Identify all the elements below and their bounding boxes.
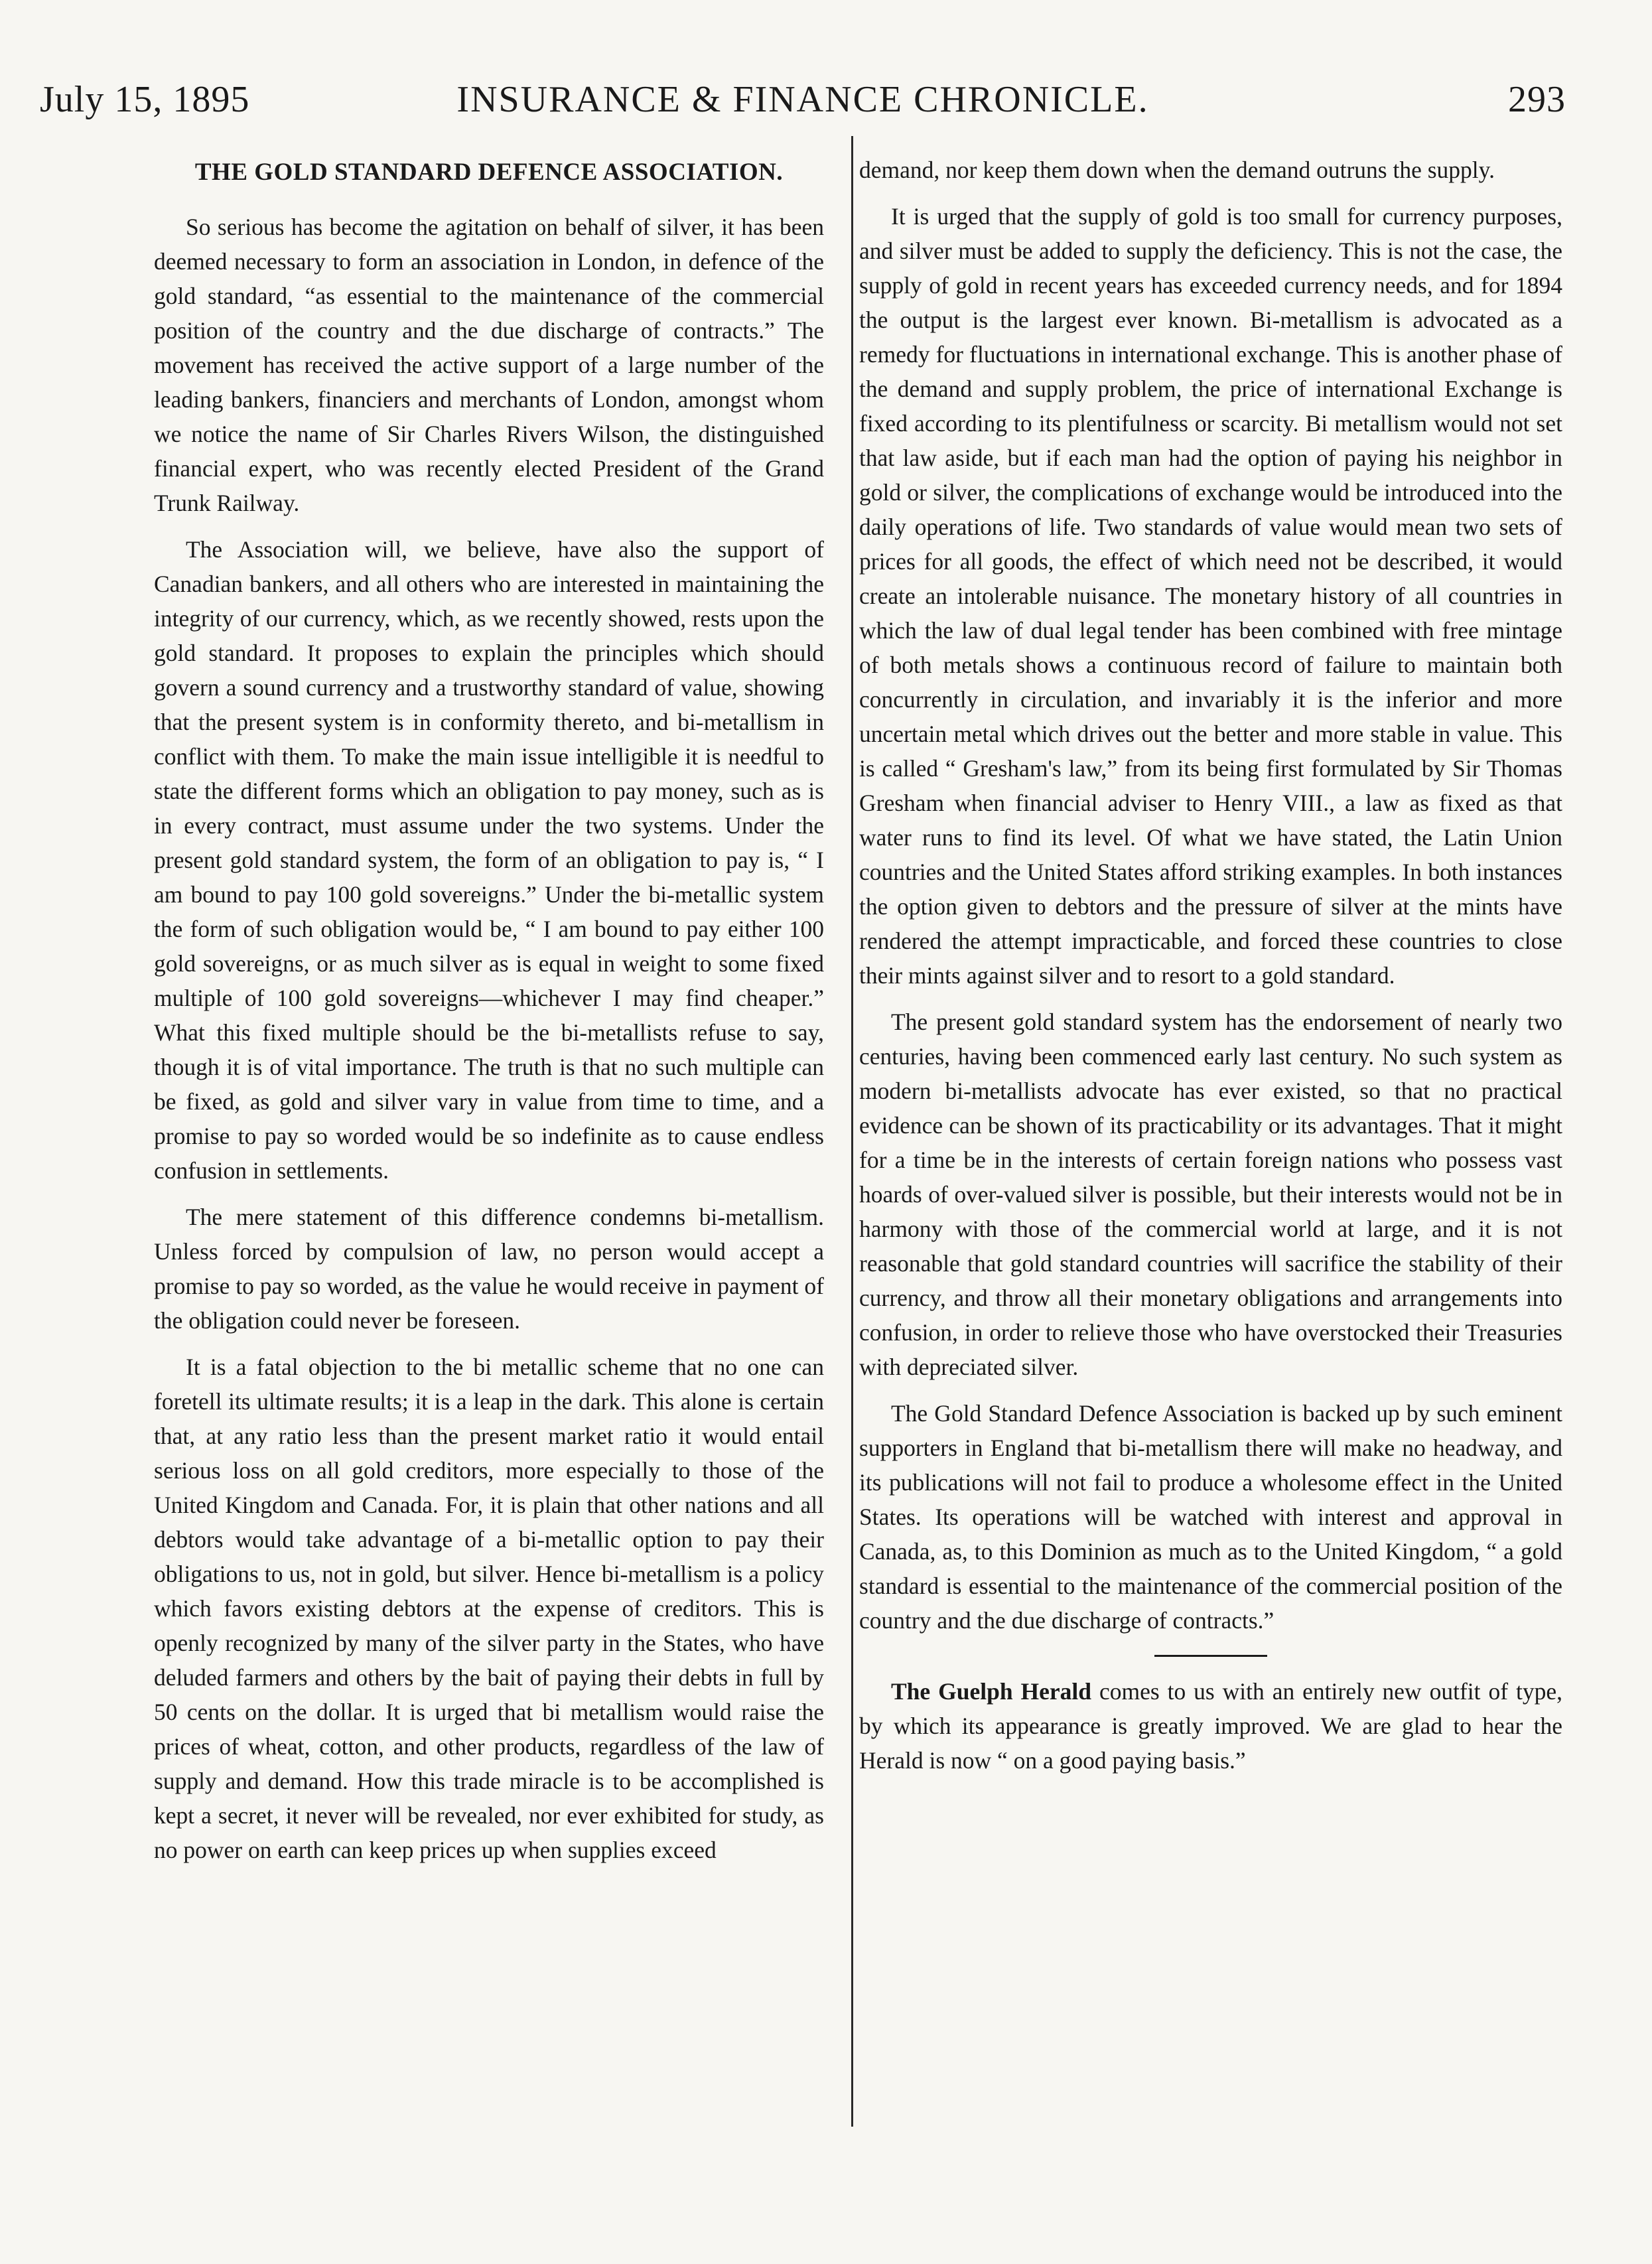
- page-header: [40, 78, 1566, 138]
- note-lead: The Guelph Herald: [891, 1678, 1092, 1705]
- section-divider: [1154, 1655, 1267, 1657]
- paragraph: The present gold standard system has the endorsement of nearly two centuries, having been commenced early last century. No such system as modern bi-metallists advocate has ever existed, so that no practical evidence can be shown of its practicability or its advantages. That it might for a time be in the interests of certain foreign nations who possess vast hoards of over-valued silver is possible, but their interests would not be in harmony with those of the commercial world at large, and it is not reasonable that gold standard countries will sacrifice the stability of their currency, and throw all their monetary obligations and arrangements into confusion, in order to relieve those who have overstocked their Treasuries with depreciated silver.: [859, 1009, 1562, 1380]
- paragraph: The Gold Standard Defence Association is backed up by such eminent supporters in England that bi-metallism there will make no headway, and its publications will not fail to produce a wholesome effect in the United States. Its operations will be watched with interest and approval in Canada, as, to this Dominion as much as to the United Kingdom, “ a gold standard is essential to the maintenance of the commercial position of the country and the due discharge of contracts.”: [859, 1400, 1562, 1634]
- page-number: 293: [1508, 79, 1566, 120]
- right-column: [859, 153, 1562, 1790]
- paragraph: So serious has become the agitation on behalf of silver, it has been deemed necessary to form an association in London, in defence of the gold standard, “as essential to the maintenance of the commercial position of the country and the due discharge of contracts.” The movement has received the active support of a large number of the leading bankers, financiers and merchants of London, amongst whom we notice the name of Sir Charles Rivers Wilson, the distinguished financial expert, who was recently elected President of the Grand Trunk Railway.: [154, 214, 824, 516]
- paragraph: It is urged that the supply of gold is too small for currency purposes, and silver must be added to supply the deficiency. This is not the case, the supply of gold in recent years has exceeded currency needs, and for 1894 the output is the largest ever known. Bi-metallism is advocated as a remedy for fluctuations in international exchange. This is another phase of the demand and supply problem, the price of international Exchange is fixed according to its plentifulness or scarcity. Bi metallism would not set that law aside, but if each man had the option of paying his neighbor in gold or silver, the complications of exchange would be introduced into the daily operations of life. Two standards of value would mean two sets of prices for all goods, the effect of which need not be described, it would create an intolerable nuisance. The monetary history of all countries in which the law of dual legal tender has been combined with free mintage of both metals shows a continuous record of failure to maintain both concurrently in circulation, and invariably it is the inferior and more uncertain metal which drives out the better and more stable in value. This is called “ Gresham's law,” from its being first formulated by Sir Thomas Gresham when financial adviser to Henry VIII., a law as fixed as that water runs to find its level. Of what we have stated, the Latin Union countries and the United States afford striking examples. In both instances the option given to debtors and the pressure of silver at the mints have rendered the attempt impracticable, and forced these countries to close their mints against silver and to resort to a gold standard.: [859, 203, 1562, 989]
- paragraph: The mere statement of this difference condemns bi-metallism. Unless forced by compulsion of law, no person would accept a promise to pay so worded, as the value he would receive in payment of the obligation could never be foreseen.: [154, 1204, 824, 1334]
- note-text: comes to us with an entirely new outfit of type, by which its appearance is greatly improved. We are glad to hear the Herald is now “ on a good paying basis.”: [859, 1678, 1562, 1774]
- column-divider: [851, 136, 853, 2127]
- article-title: THE GOLD STANDARD DEFENCE ASSOCIATION.: [194, 159, 784, 186]
- paragraph-continued: demand, nor keep them down when the demand outruns the supply.: [859, 157, 1495, 183]
- paragraph: It is a fatal objection to the bi metallic scheme that no one can foretell its ultimate results; it is a leap in the dark. This alone is certain that, at any ratio less than the present market ratio it would entail serious loss on all gold creditors, more especially to those of the United Kingdom and Canada. For, it is plain that other nations and all debtors would take advantage of a bi-metallic option to pay their obligations to us, not in gold, but silver. Hence bi-metallism is a policy which favors existing debtors at the expense of creditors. This is openly recognized by many of the silver party in the States, who have deluded farmers and others by the bait of paying their debts in full by 50 cents on the dollar. It is urged that bi metallism would raise the prices of wheat, cotton, and other products, regardless of the law of supply and demand. How this trade miracle is to be accomplished is kept a secret, it never will be revealed, nor ever exhibited for study, as no power on earth can keep prices up when supplies exceed: [154, 1354, 824, 1863]
- brief-note: [859, 1674, 1562, 1778]
- publication-title: INSURANCE & FINANCE CHRONICLE.: [456, 79, 1149, 120]
- paragraph: The Association will, we believe, have also the support of Canadian bankers, and all others who are interested in maintaining the integrity of our currency, which, as we recently showed, rests upon the gold standard. It proposes to explain the principles which should govern a sound currency and a trustworthy standard of value, showing that the present system is in conformity thereto, and bi-metallism in conflict with them. To make the main issue intelligible it is needful to state the different forms which an obligation to pay money, such as is in every contract, must assume under the two systems. Under the present gold standard system, the form of an obligation to pay is, “ I am bound to pay 100 gold sovereigns.” Under the bi-metallic system the form of such obligation would be, “ I am bound to pay either 100 gold sovereigns, or as much silver as is equal in weight to some fixed multiple of 100 gold sovereigns—whichever I may find cheaper.” What this fixed multiple should be the bi-metallists refuse to say, though it is of vital importance. The truth is that no such multiple can be fixed, as gold and silver vary in value from time to time, and a promise to pay so worded would be so indefinite as to cause endless confusion in settlements.: [154, 536, 824, 1184]
- issue-date: July 15, 1895: [40, 79, 250, 120]
- left-column: [154, 153, 824, 1879]
